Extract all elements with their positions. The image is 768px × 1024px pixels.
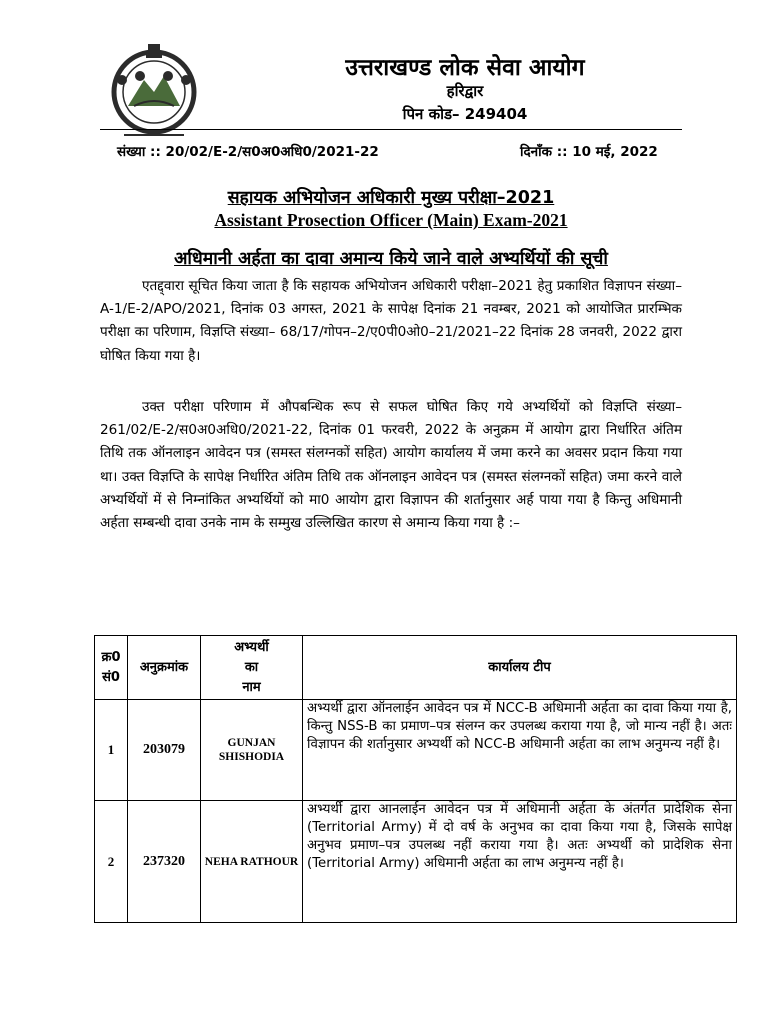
roll-number-cell: 237320 (128, 801, 201, 923)
notice-paragraph-1: एतद्द्वारा सूचित किया जाता है कि सहायक अभियोजन अधिकारी परीक्षा–2021 हेतु प्रकाशित विज्ञापन संख्या– A-1/E-2/APO/2021, दिनांक 03 अगस्त, 2021 के सापेक्ष दिनांक 21 नवम्बर, 2021 को आयोजित प्रारम्भिक परीक्षा का परिणाम, विज्ञप्ति संख्या– 68/17/गोपन–2/ए0पी0ओ0–21/2021–22 दिनांक 28 जनवरी, 2022 द्वारा घोषित किया गया है। (100, 278, 682, 364)
exam-title-english: Assistant Prosection Officer (Main) Exam-2021 (214, 210, 568, 230)
header-serial-number: क्र0 सं0 (95, 636, 128, 700)
candidate-name-cell: GUNJAN SHISHODIA (201, 700, 303, 801)
roll-number-cell: 203079 (128, 700, 201, 801)
header-divider (100, 129, 682, 130)
commission-emblem (104, 40, 204, 140)
serial-number-cell: 2 (95, 801, 128, 923)
office-remark-cell: अभ्यर्थी द्वारा आनलाईन आवेदन पत्र में अधिमानी अर्हता के अंतर्गत प्रादेशिक सेना (Territorial Army) में दो वर्ष के अनुभव का दावा किया गया है, जिसके सापेक्ष अनुभव प्रमाण–पत्र उपलब्ध नहीं कराया गया है। अतः अभ्यर्थी को प्रादेशिक सेना (Territorial Army) अधिमानी अर्हता का लाभ अनुमन्य नहीं है। (303, 801, 737, 923)
organization-pincode: पिन कोड– 249404 (402, 105, 528, 123)
organization-name: उत्तराखण्ड लोक सेवा आयोग (345, 55, 585, 81)
header-office-remark: कार्यालय टीप (303, 636, 737, 700)
table-row (95, 801, 737, 923)
candidate-name-cell: NEHA RATHOUR (201, 801, 303, 923)
exam-title-hindi: सहायक अभियोजन अधिकारी मुख्य परीक्षा–2021 (227, 188, 555, 208)
reference-date: दिनाँक :: 10 मई, 2022 (520, 144, 658, 160)
reference-number: संख्या :: 20/02/E-2/स0अ0अधि0/2021-22 (117, 144, 379, 160)
organization-city: हरिद्वार (446, 82, 484, 100)
table-header-row (95, 636, 737, 700)
table-row (95, 700, 737, 801)
office-remark-cell: अभ्यर्थी द्वारा ऑनलाईन आवेदन पत्र में NCC-B अधिमानी अर्हता का दावा किया गया है, किन्तु NSS-B का प्रमाण–पत्र संलग्न कर उपलब्ध कराया गया है, जो मान्य नहीं है। अतः विज्ञापन की शर्तानुसार अभ्यर्थी को NCC-B अधिमानी अर्हता का लाभ अनुमन्य नहीं है। (303, 700, 737, 801)
rejected-candidates-table (94, 635, 737, 923)
header-roll-number: अनुक्रमांक (128, 636, 201, 700)
serial-number-cell: 1 (95, 700, 128, 801)
header-candidate-name: अभ्यर्थी का नाम (201, 636, 303, 700)
list-subtitle: अधिमानी अर्हता का दावा अमान्य किये जाने वाले अभ्यर्थियों की सूची (174, 249, 608, 269)
notice-paragraph-2: उक्त परीक्षा परिणाम में औपबन्धिक रूप से सफल घोषित किए गये अभ्यर्थियों को विज्ञप्ति संख्या– 261/02/E-2/स0अ0अधि0/2021-22, दिनांक 01 फरवरी, 2022 के अनुक्रम में आयोग द्वारा निर्धारित अंतिम तिथि तक ऑनलाइन आवेदन पत्र (समस्त संलग्नकों सहित) आयोग कार्यालय में जमा करने का अवसर प्रदान किया गया था। उक्त विज्ञप्ति के सापेक्ष निर्धारित अंतिम तिथि तक ऑनलाइन आवेदन पत्र (समस्त संलग्नकों सहित) जमा करने वाले अभ्यर्थियों में से निम्नांकित अभ्यर्थियों को मा0 आयोग द्वारा विज्ञापन की शर्तानुसार अर्ह पाया गया है किन्तु अधिमानी अर्हता सम्बन्धी दावा उनके नाम के सम्मुख उल्लिखित कारण से अमान्य किया गया है :– (100, 399, 682, 532)
